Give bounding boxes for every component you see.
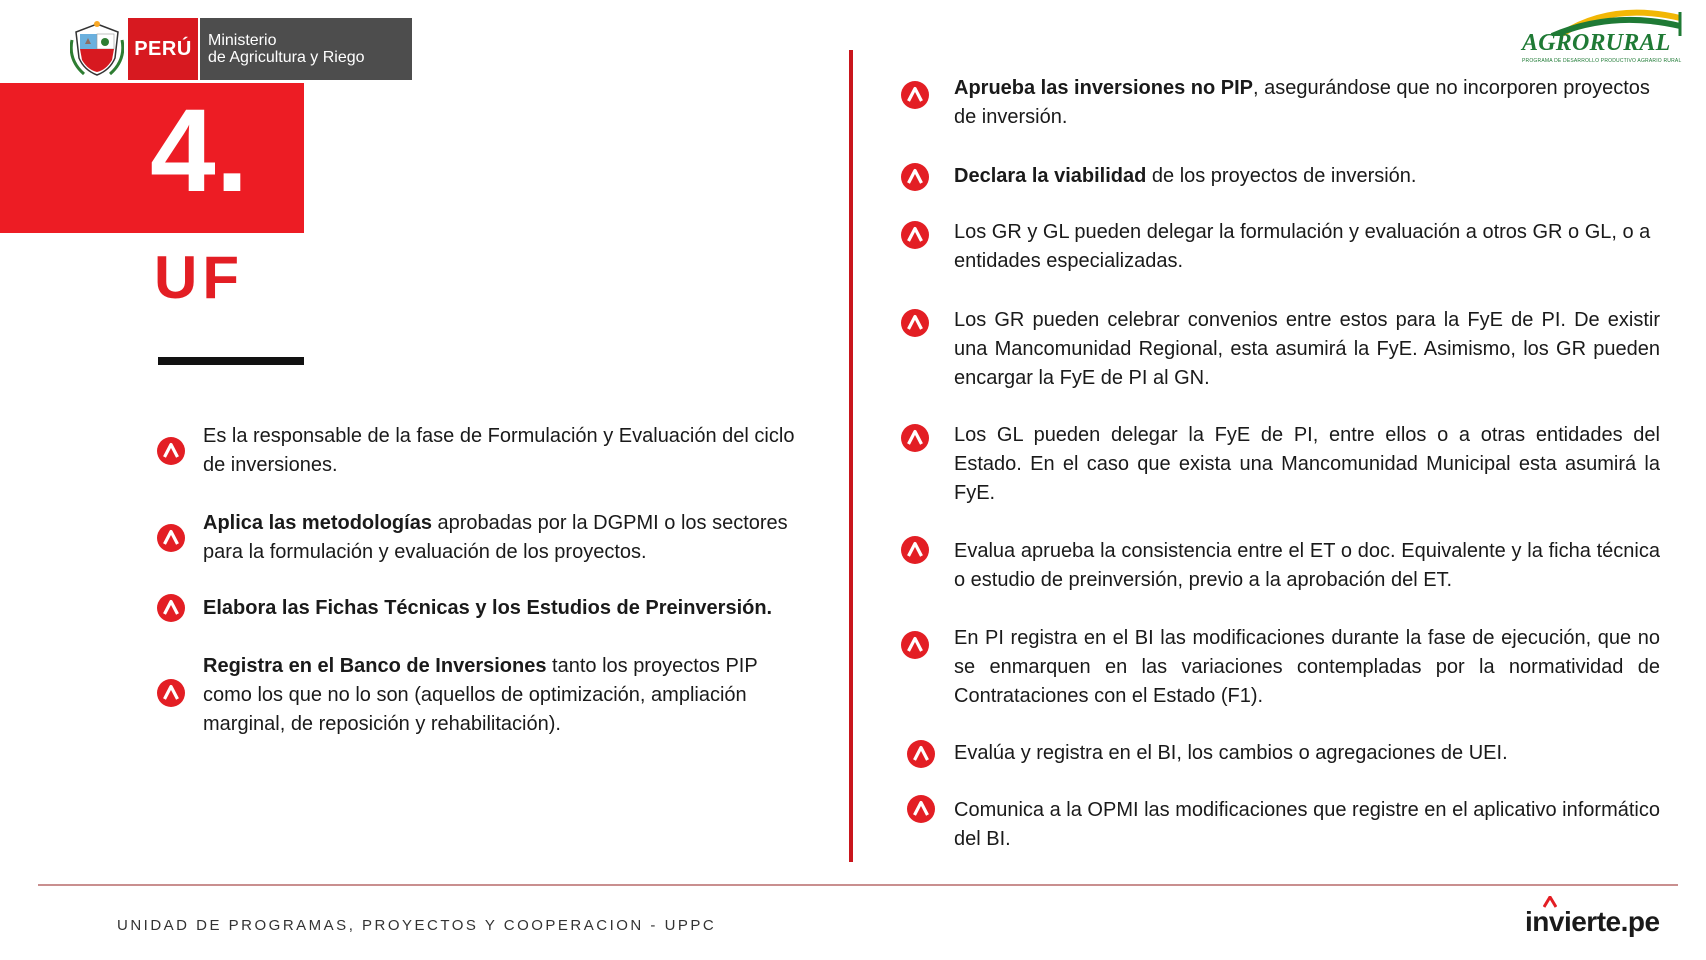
invierte-wordmark: invierte.pe <box>1525 906 1660 937</box>
footer-unit-label: UNIDAD DE PROGRAMAS, PROYECTOS Y COOPERACION - UPPC <box>117 917 717 934</box>
list-item <box>900 624 1660 711</box>
title-underline <box>158 357 304 365</box>
agrorural-logo <box>1522 8 1682 70</box>
item-text: Comunica a la OPMI las modificaciones que registre en el aplicativo informático del BI. <box>954 799 1660 850</box>
item-bold: Aplica las metodologías <box>203 512 432 534</box>
ministry-name-line1: Ministerio <box>208 32 277 49</box>
red-caret-bullet-icon <box>900 80 930 110</box>
list-item <box>156 509 796 567</box>
invierte-pe-logo <box>1525 906 1660 938</box>
item-text: Evalua aprueba la consistencia entre el ET o doc. Equivalente y la ficha técnica o estudio de preinversión, previo a la aprobación del ET. <box>954 540 1660 591</box>
list-item <box>900 537 1660 595</box>
list-item <box>156 594 796 623</box>
red-caret-bullet-icon <box>900 630 930 660</box>
agrorural-tagline: PROGRAMA DE DESARROLLO PRODUCTIVO AGRARIO RURAL <box>1522 58 1682 64</box>
list-item <box>156 652 796 739</box>
ministry-country: PERÚ <box>128 18 198 80</box>
item-text: En PI registra en el BI las modificaciones durante la fase de ejecución, que no se enmarquen en las variaciones contempladas por la normatividad de Contrataciones con el Estado (F1). <box>954 627 1660 707</box>
red-caret-bullet-icon <box>906 794 936 824</box>
red-caret-bullet-icon <box>900 162 930 192</box>
red-caret-bullet-icon <box>900 535 930 565</box>
list-item <box>900 162 1660 191</box>
footer-divider <box>38 884 1678 886</box>
item-text: Los GL pueden delegar la FyE de PI, entre ellos o a otras entidades del Estado. En el caso que exista una Mancomunidad Municipal esta asumirá la FyE. <box>954 424 1660 504</box>
item-bold: Registra en el Banco de Inversiones <box>203 655 547 677</box>
red-caret-bullet-icon <box>156 678 186 708</box>
agrorural-wordmark: AGRORURAL <box>1522 30 1671 56</box>
list-item <box>156 422 796 480</box>
item-bold: Elabora las Fichas Técnicas y los Estudios de Preinversión. <box>203 597 773 619</box>
red-caret-bullet-icon <box>900 423 930 453</box>
item-text: Es la responsable de la fase de Formulación y Evaluación del ciclo de inversiones. <box>203 425 795 476</box>
red-caret-bullet-icon <box>156 593 186 623</box>
list-item <box>900 306 1660 393</box>
item-text: Evalúa y registra en el BI, los cambios o agregaciones de UEI. <box>954 742 1508 764</box>
red-caret-bullet-icon <box>900 220 930 250</box>
list-item <box>900 796 1660 854</box>
list-item <box>900 218 1660 276</box>
item-text: aprobadas por la DGPMI o los sectores para la formulación y evaluación de los proyectos. <box>203 512 788 563</box>
red-caret-bullet-icon <box>156 436 186 466</box>
item-text: de los proyectos de inversión. <box>1146 165 1417 187</box>
item-text: , asegurándose que no incorporen proyectos de inversión. <box>954 77 1650 128</box>
item-bold: Declara la viabilidad <box>954 165 1147 187</box>
peru-coat-of-arms-icon <box>66 18 128 80</box>
list-item <box>900 739 1660 768</box>
ministry-name-line2: de Agricultura y Riego <box>208 49 365 66</box>
ministry-name <box>198 18 412 80</box>
list-item <box>900 421 1660 508</box>
item-text: tanto los proyectos PIP como los que no lo son (aquellos de optimización, ampliación marginal, de reposición y rehabilitación). <box>203 655 758 735</box>
section-number: 4. <box>150 85 249 217</box>
vertical-divider <box>849 50 853 862</box>
red-caret-bullet-icon <box>900 308 930 338</box>
item-text: Los GR pueden celebrar convenios entre estos para la FyE de PI. De existir una Mancomunidad Regional, esta asumirá la FyE. Asimismo, los GR pueden encargar la FyE de PI al GN. <box>954 309 1660 389</box>
section-title: UF <box>154 244 244 311</box>
list-item <box>900 74 1660 132</box>
red-caret-bullet-icon <box>156 523 186 553</box>
red-caret-bullet-icon <box>906 739 936 769</box>
item-bold: Aprueba las inversiones no PIP <box>954 77 1253 99</box>
ministry-logo <box>66 18 412 80</box>
item-text: Los GR y GL pueden delegar la formulación y evaluación a otros GR o GL, o a entidades especializadas. <box>954 221 1651 272</box>
invierte-caret-icon <box>1543 896 1557 908</box>
